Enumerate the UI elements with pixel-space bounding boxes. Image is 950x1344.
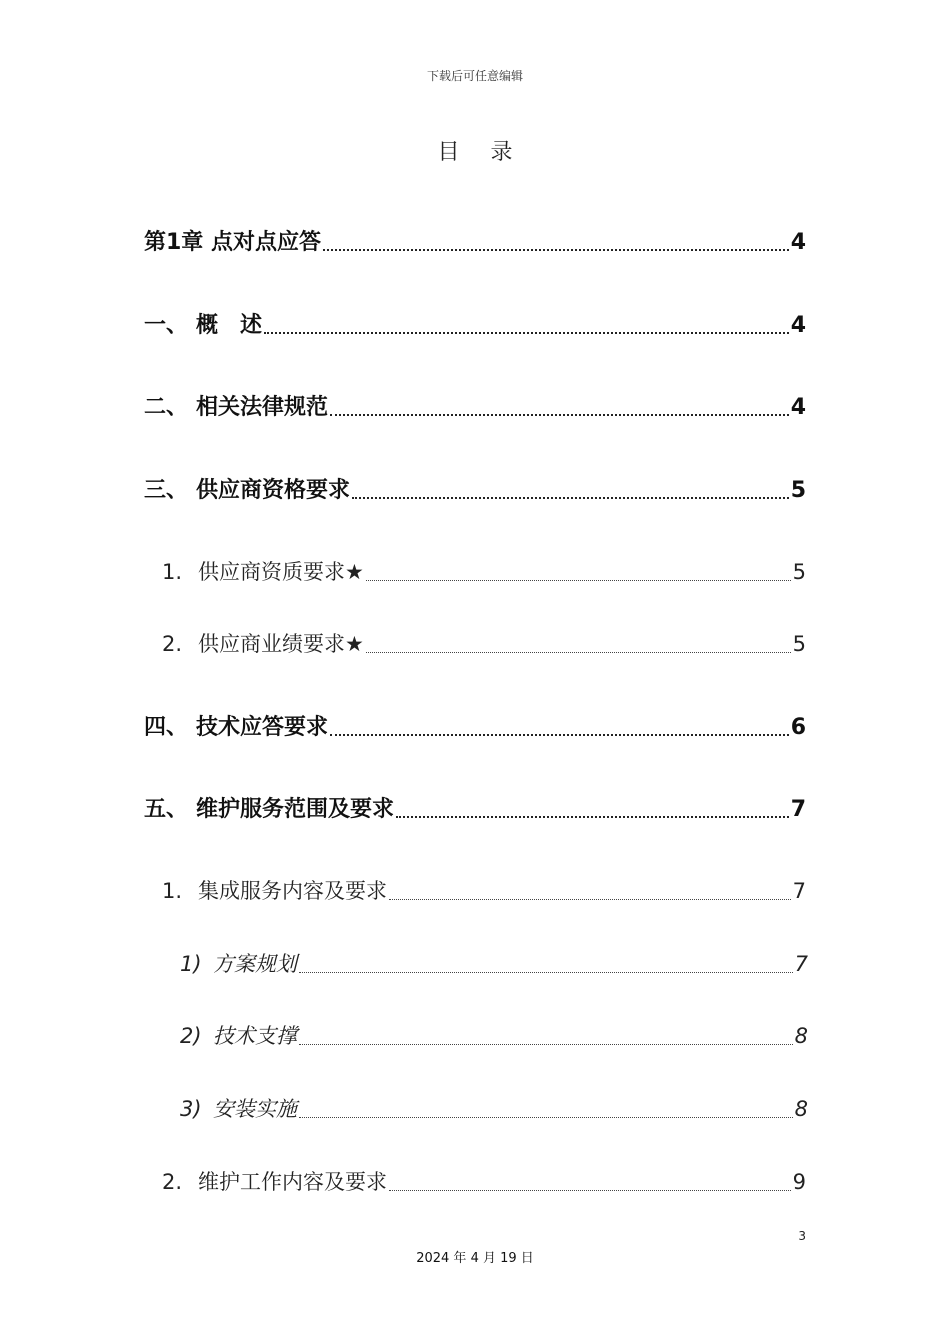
toc-entry-integration-services[interactable]	[162, 875, 806, 905]
toc-entry-maintenance-work[interactable]	[162, 1166, 806, 1196]
toc-entry-page: 4	[790, 395, 806, 420]
toc-entry-page: 7	[790, 797, 806, 822]
dot-leader	[396, 815, 789, 818]
dot-leader	[299, 971, 793, 973]
page-number: 3	[798, 1229, 806, 1243]
toc-entry-supplier-credentials[interactable]	[162, 556, 806, 586]
toc-entry-supplier-qualification[interactable]	[144, 473, 806, 504]
dot-leader	[366, 579, 791, 581]
toc-entry-number: 一、	[144, 313, 189, 338]
toc-entry-page: 7	[794, 952, 808, 976]
toc-entry-label: 供应商业绩要求★	[198, 632, 364, 656]
dot-leader	[323, 248, 789, 251]
toc-title: 目 录	[437, 140, 525, 165]
dot-leader	[389, 898, 791, 900]
toc-entry-number: 1.	[162, 560, 183, 584]
dot-leader	[366, 651, 791, 653]
toc-entry-laws[interactable]	[144, 390, 806, 421]
toc-entry-page: 5	[790, 478, 806, 503]
toc-entry-label: 维护服务范围及要求	[196, 797, 395, 822]
toc-entry-label: 相关法律规范	[196, 395, 329, 420]
dot-leader	[352, 496, 789, 499]
toc-entry-page: 8	[794, 1024, 808, 1048]
dot-leader	[330, 733, 789, 736]
toc-entry-page: 6	[790, 715, 806, 740]
header-note: 下载后可任意编辑	[426, 69, 523, 83]
toc-entry-installation[interactable]	[180, 1093, 808, 1123]
toc-entry-label: 供应商资格要求	[196, 478, 351, 503]
toc-entry-number: 三、	[144, 478, 189, 503]
toc-entry-number: 3)	[180, 1097, 202, 1121]
toc-entry-label: 维护工作内容及要求	[198, 1170, 387, 1194]
toc-entry-label: 技术支撑	[213, 1024, 297, 1048]
toc-entry-overview[interactable]	[144, 308, 806, 339]
toc-entry-label: 概 述	[196, 313, 263, 338]
dot-leader	[389, 1189, 791, 1191]
toc-entry-maintenance-scope[interactable]	[144, 792, 806, 823]
toc-entry-chapter-1[interactable]	[144, 225, 806, 256]
toc-entry-number: 四、	[144, 715, 189, 740]
toc-entry-number: 二、	[144, 395, 189, 420]
toc-entry-number: 2.	[162, 1170, 183, 1194]
toc-entry-supplier-performance[interactable]	[162, 628, 806, 658]
toc-entry-label: 技术应答要求	[196, 715, 329, 740]
toc-entry-page: 4	[790, 313, 806, 338]
toc-entry-label: 集成服务内容及要求	[198, 879, 387, 903]
dot-leader	[264, 331, 789, 334]
toc-entry-number: 2)	[180, 1024, 202, 1048]
toc-entry-number: 2.	[162, 632, 183, 656]
toc-entry-page: 5	[792, 560, 806, 584]
toc-entry-number: 五、	[144, 797, 189, 822]
toc-entry-page: 4	[790, 230, 806, 255]
toc-entry-technical-support[interactable]	[180, 1020, 808, 1050]
toc-entry-page: 5	[792, 632, 806, 656]
toc-entry-number: 1.	[162, 879, 183, 903]
toc-entry-number: 1)	[180, 952, 202, 976]
toc-entry-technical-response[interactable]	[144, 710, 806, 741]
toc-entry-page: 9	[792, 1170, 806, 1194]
toc-entry-label: 第1章 点对点应答	[144, 230, 321, 255]
footer-date: 2024 年 4 月 19 日	[416, 1251, 534, 1266]
toc-entry-label: 方案规划	[213, 952, 297, 976]
dot-leader	[330, 413, 789, 416]
dot-leader	[299, 1043, 793, 1045]
toc-entry-page: 7	[792, 879, 806, 903]
toc-entry-label: 安装实施	[213, 1097, 297, 1121]
toc-entry-page: 8	[794, 1097, 808, 1121]
dot-leader	[299, 1116, 793, 1118]
toc-entry-label: 供应商资质要求★	[198, 560, 364, 584]
toc-entry-solution-planning[interactable]	[180, 948, 808, 978]
